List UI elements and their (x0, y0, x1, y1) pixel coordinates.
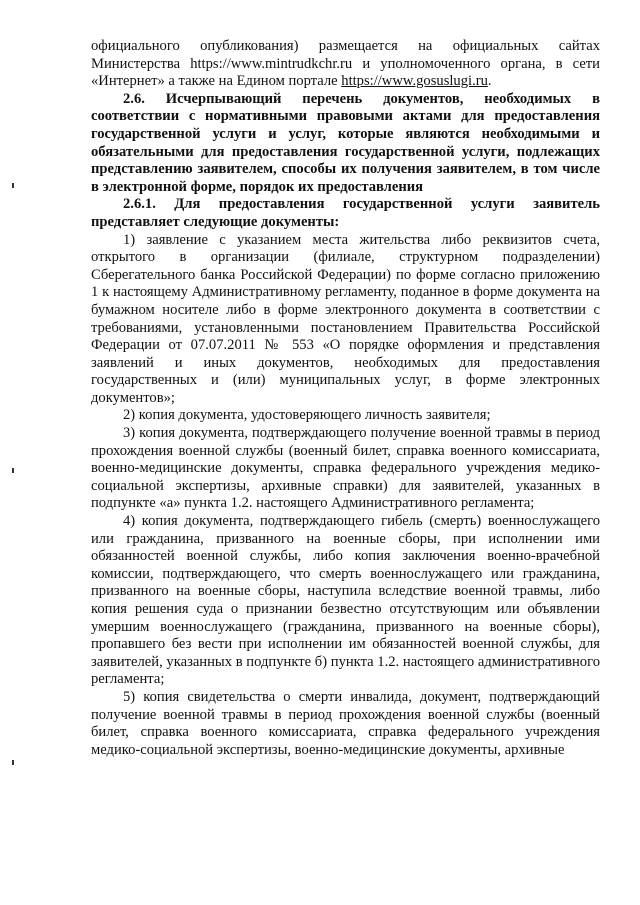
list-item-4: 4) копия документа, подтверждающего гибель (смерть) военнослужащего или гражданина, призванного на военные сборы, при исполнении ими обязанностей военной службы, либо копия заключения военно-врачебной комиссии, подтверждающего, что смерть военнослужащего или гражданина, призванного на военные сборы, наступила вследствие военной травмы, либо копия решения суда о признании безвестно отсутствующим или объявлении умершим военнослужащего (гражданина, призванного на военные сборы), пропавшего без вести при исполнении им обязанностей военной службы, для заявителей, указанных в подпункте б) пункта 1.2. настоящего административного регламента; (91, 513, 600, 688)
section-heading-2-6-1: 2.6.1. Для предоставления государственной услуги заявитель представляет следующие документы: (91, 196, 600, 230)
margin-mark (12, 183, 14, 188)
list-item-1: 1) заявление с указанием места жительства либо реквизитов счета, открытого в организации (филиале, структурном подразделении) Сберегательного банка Российской Федерации) по форме согласно приложению 1 к настоящему Административному регламенту, поданное в форме документа на бумажном носителе либо в форме электронного документа в соответствии с требованиями, установленными постановлением Правительства Российской Федерации от 07.07.2011 № 553 «О порядке оформления и представления заявлений и иных документов, необходимых для предоставления государственных и (или) муниципальных услуг, в форме электронных документов»; (91, 231, 600, 406)
document-page (91, 38, 600, 759)
margin-mark (12, 468, 14, 473)
gosuslugi-link[interactable]: https://www.gosuslugi.ru (341, 73, 488, 90)
list-item-5: 5) копия свидетельства о смерти инвалида, документ, подтверждающий получение военной травмы в период прохождения военной службы (военный билет, справка военного комиссариата, справка федерального учреждения медико-социальной экспертизы, военно-медицинские документы, архивные (91, 688, 600, 758)
paragraph-text: официального опубликования) размещается на официальных сайтах Министерства https://www.mintrudkchr.ru и уполномоченного органа, в сети «Интернет» а также на Едином портале (91, 38, 600, 90)
paragraph-tail: . (487, 73, 492, 90)
list-item-3: 3) копия документа, подтверждающего получение военной травмы в период прохождения военной службы (военный билет, справка военного комиссариата, военно-медицинские документы, справка федерального учреждения медико-социальной экспертизы, архивные справки) для заявителей, указанных в подпункте «а» пункта 1.2. настоящего Административного регламента; (91, 425, 600, 512)
margin-mark (12, 760, 14, 765)
paragraph-publication (91, 38, 600, 91)
section-heading-2-6: 2.6. Исчерпывающий перечень документов, необходимых в соответствии с нормативными правовыми актами для предоставления государственной услуги и услуг, которые являются необходимыми и обязательными для предоставления государственной услуги, подлежащих представлению заявителем, способы их получения заявителем, в том числе в электронной форме, порядок их предоставления (91, 90, 600, 195)
list-item-2: 2) копия документа, удостоверяющего личность заявителя; (123, 407, 491, 424)
